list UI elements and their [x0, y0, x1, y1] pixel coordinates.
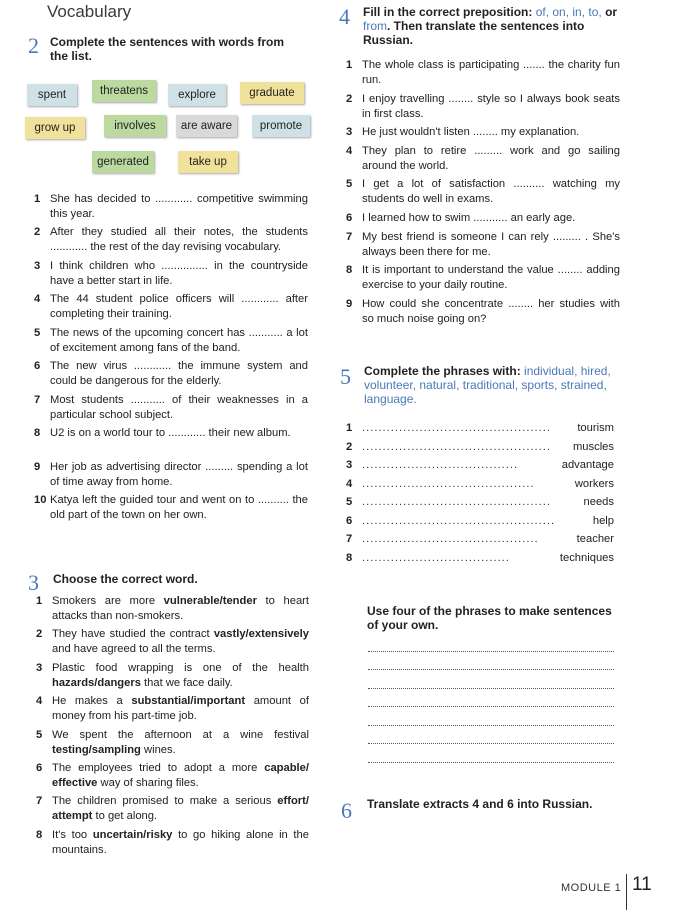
- list-item: 5 I get a lot of satisfaction .......... watching my students do well in exams.: [346, 178, 620, 205]
- phrase-row: 6 ............................................... help: [346, 515, 614, 527]
- list-item: 4 He makes a substantial/important amount of money from his part-time job.: [36, 695, 309, 722]
- exercise-4-instruction: Fill in the correct preposition: of, on, in, to, or from. Then translate the sentences into Russian.: [363, 5, 618, 47]
- phrase-row: 5 .............................................. needs: [346, 496, 614, 508]
- list-item: 3 Plastic food wrapping is one of the health hazards/dangers that we face daily.: [36, 662, 309, 689]
- list-item: 1 The whole class is participating ....... the charity fun run.: [346, 59, 620, 86]
- answer-line: [368, 688, 614, 690]
- exercise-5-instruction: Complete the phrases with: individual, hired, volunteer, natural, traditional, sports, strained, language.: [364, 364, 611, 406]
- module-label: MODULE 1: [561, 882, 622, 894]
- exercise-2-number: 2: [28, 33, 39, 58]
- list-item: 5 The news of the upcoming concert has ........... a lot of excitement among fans of the band.: [34, 327, 308, 354]
- list-item: 3 I think children who ............... in the countryside have a better start in life.: [34, 260, 308, 287]
- answer-line: [368, 669, 614, 671]
- list-item: 9 Her job as advertising director ......... spending a lot of time away from home.: [34, 461, 308, 488]
- answer-line: [368, 762, 614, 764]
- phrase-row: 3 ...................................... advantage: [346, 459, 614, 471]
- exercise-5-task: Use four of the phrases to make sentences of your own.: [367, 604, 612, 632]
- page-title: Vocabulary: [47, 2, 132, 21]
- exercise-3-number: 3: [28, 570, 39, 595]
- exercise-5-number: 5: [340, 364, 351, 389]
- word-box: spent: [27, 84, 77, 106]
- word-box: graduate: [240, 82, 304, 104]
- word-box: involves: [104, 115, 166, 137]
- list-item: 5 We spent the afternoon at a wine festival testing/sampling wines.: [36, 729, 309, 756]
- list-item: 6 I learned how to swim ........... an early age.: [346, 212, 576, 224]
- list-item: 7 Most students ........... of their weaknesses in a particular school subject.: [34, 394, 308, 421]
- list-item: 4 They plan to retire ......... work and go sailing around the world.: [346, 145, 620, 172]
- list-item: 6 The new virus ............ the immune system and could be dangerous for the elderly.: [34, 360, 308, 387]
- word-box: explore: [168, 84, 226, 106]
- exercise-3-instruction: Choose the correct word.: [53, 572, 198, 586]
- word-box: grow up: [25, 117, 85, 139]
- list-item: 2 After they studied all their notes, the students ............ the rest of the day revising vocabulary.: [34, 226, 308, 253]
- exercise-4-number: 4: [339, 4, 350, 29]
- list-item: 4 The 44 student police officers will ............ after completing their training.: [34, 293, 308, 320]
- phrase-row: 4 .......................................... workers: [346, 478, 614, 490]
- exercise-6-number: 6: [341, 798, 352, 823]
- list-item: 2 They have studied the contract vastly/extensively and have agreed to all the terms.: [36, 628, 309, 655]
- word-box: threatens: [92, 80, 156, 102]
- list-item: 1 She has decided to ............ competitive swimming this year.: [34, 193, 308, 220]
- footer-divider: [626, 874, 627, 910]
- list-item: 10 Katya left the guided tour and went on to .......... the old part of the town on her own.: [34, 494, 308, 521]
- list-item: 2 I enjoy travelling ........ style so I always book seats in first class.: [346, 93, 620, 120]
- list-item: 8 It is important to understand the value ........ adding exercise to your daily routine.: [346, 264, 620, 291]
- list-item: 7 My best friend is someone I can rely ......... . She's always been there for me.: [346, 231, 620, 258]
- word-box: take up: [178, 151, 238, 173]
- answer-line: [368, 725, 614, 727]
- page-number: 11: [632, 874, 652, 895]
- phrase-row: 2 .............................................. muscles: [346, 441, 614, 453]
- phrase-row: 8 .................................... techniques: [346, 552, 614, 564]
- answer-line: [368, 706, 614, 708]
- word-box: promote: [252, 115, 310, 137]
- word-box: generated: [92, 151, 154, 173]
- answer-line: [368, 651, 614, 653]
- exercise-2-instruction: Complete the sentences with words from the list.: [50, 35, 285, 63]
- exercise-6-instruction: Translate extracts 4 and 6 into Russian.: [367, 797, 593, 811]
- list-item: 8 U2 is on a world tour to ............ their new album.: [34, 427, 291, 439]
- list-item: 9 How could she concentrate ........ her studies with so much noise going on?: [346, 298, 620, 325]
- list-item: 8 It's too uncertain/risky to go hiking alone in the mountains.: [36, 829, 309, 856]
- list-item: 3 He just wouldn't listen ........ my explanation.: [346, 126, 580, 138]
- list-item: 1 Smokers are more vulnerable/tender to heart attacks than non-smokers.: [36, 595, 310, 622]
- phrase-row: 7 ........................................... teacher: [346, 533, 614, 545]
- answer-line: [368, 743, 614, 745]
- list-item: 6 The employees tried to adopt a more capable/ effective way of sharing files.: [36, 762, 309, 789]
- word-box: are aware: [176, 115, 237, 137]
- list-item: 7 The children promised to make a serious effort/ attempt to get along.: [36, 795, 309, 822]
- phrase-row: 1 .............................................. tourism: [346, 422, 614, 434]
